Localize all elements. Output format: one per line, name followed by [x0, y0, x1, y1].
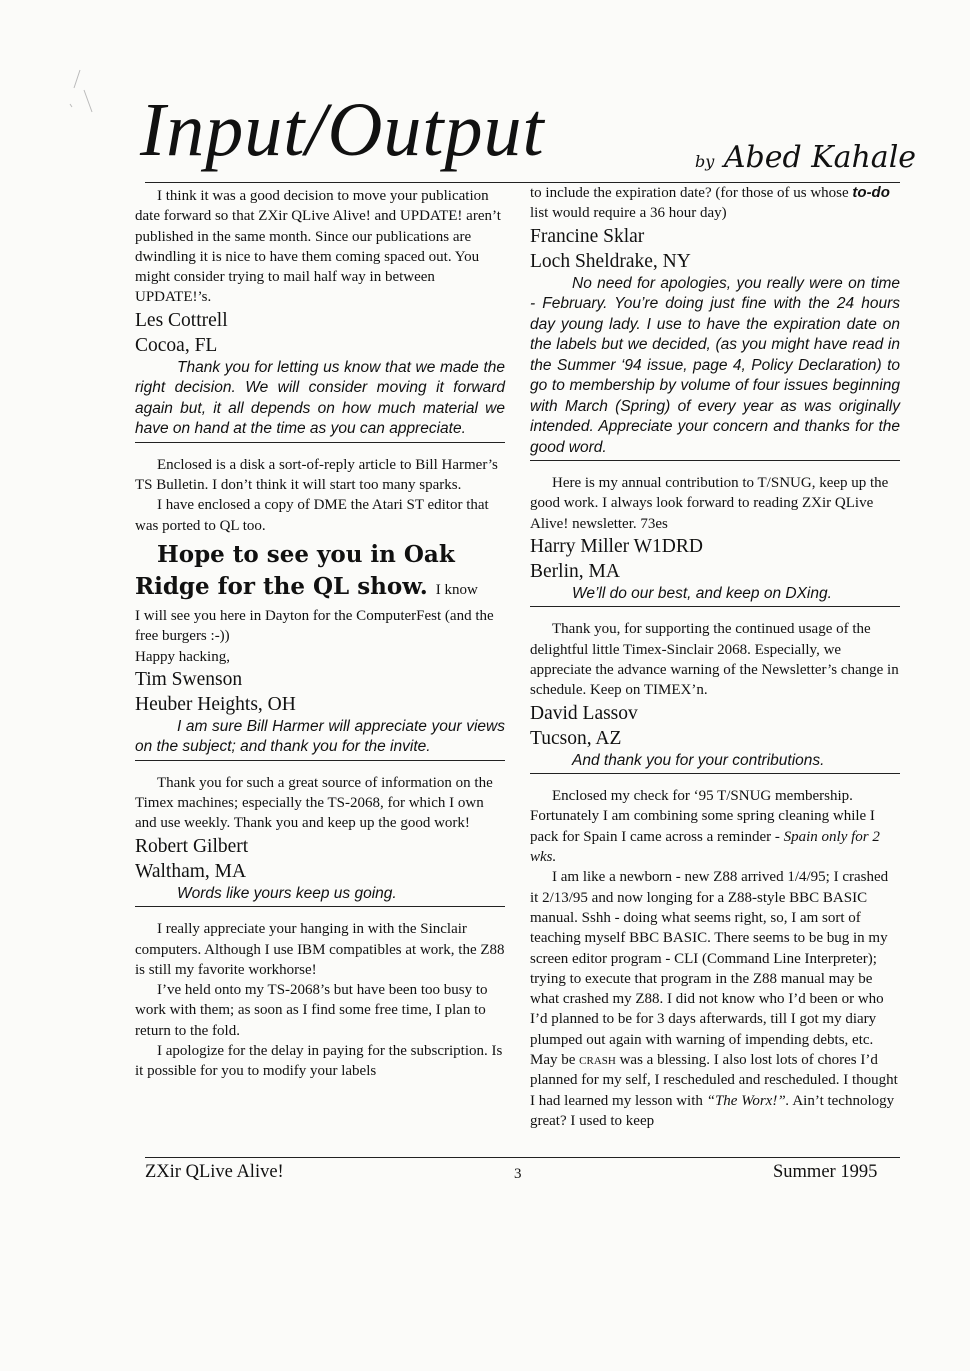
letter-location: Tucson, AZ [530, 727, 622, 749]
byline-signature: Abed Kahale [723, 140, 917, 175]
byline-prefix: by [695, 152, 715, 171]
emphasis-text: Spain only for 2 wks. [530, 828, 880, 866]
letter-fragment: Ain’t technology great? I used to keep [530, 1092, 895, 1129]
letter-divider [135, 760, 505, 761]
emphasis-text: “The Worx!”. [706, 1092, 790, 1109]
letter-fragment: Enclosed my check for ‘95 T/SNUG membership. Fortunately I am combining some spring cleaning while I pack for Spain I came across a reminder - [530, 788, 875, 845]
letter-location: Loch Sheldrake, NY [530, 250, 691, 272]
footer-publication: ZXir QLive Alive! [145, 1162, 284, 1182]
letter-divider [530, 773, 900, 774]
letter-fragment: was a blessing. I also lost lots of chores I’d planned for my self, I rescheduled and rescheduled. I thought I had learned my lesson with [530, 1052, 898, 1109]
letter-location: Cocoa, FL [135, 334, 218, 356]
letter-text: I will see you here in Dayton for the ComputerFest (and the free burgers :-)) [135, 607, 494, 645]
letter-text: I really appreciate your hanging in with the Sinclair computers. Although I use IBM compatibles at work, the Z88 is still my favorite workhorse! [135, 921, 505, 978]
letter-divider [530, 606, 900, 607]
letter-divider [530, 460, 900, 461]
byline [695, 140, 916, 175]
highlight-text [135, 539, 505, 606]
letter-author: Harry Miller W1DRD [530, 535, 703, 557]
letter-text: Enclosed is a disk a sort-of-reply article to Bill Harmer’s TS Bulletin. I don’t think it will start too many sparks. [135, 456, 498, 494]
footer-issue: Summer 1995 [773, 1162, 878, 1182]
left-column [135, 186, 505, 1082]
letter-divider [135, 906, 505, 907]
editor-reply: Words like yours keep us going. [177, 884, 397, 902]
footer-rule [145, 1157, 900, 1158]
right-column [530, 183, 900, 1131]
letter-text: I apologize for the delay in paying for the subscription. Is it possible for you to modify your labels [135, 1043, 503, 1080]
letter-text: Thank you, for supporting the continued usage of the delightful little Timex-Sinclair 2068. Especially, we appreciate the advance warning of the Newsletter’s change in schedule. Keep on TIMEX’n. [530, 621, 899, 699]
pencil-mark [40, 60, 110, 120]
editor-reply: We’ll do our best, and keep on DXing. [572, 584, 832, 602]
letter-text: I have enclosed a copy of DME the Atari ST editor that was ported to QL too. [135, 497, 489, 534]
page-number: 3 [514, 1166, 522, 1182]
letter-fragment: I am like a newborn - new Z88 arrived 1/4/95; I crashed it 2/13/95 and now longing for a Z88-style BBC BASIC manual. Sshh - doing what seems right, so, I am sort of teaching myself BBC BASIC. There seems to be bug in my screen editor program - CLI (Command Line Interpreter); trying to execute that program in the Z88 manual may be what crashed my Z88. I did not know who I’d been or who I’d planned to be for 3 days afterwards, till I got my diary plumped out again with warning of impending debts, etc. May be [530, 869, 889, 1069]
editor-reply: Thank you for letting us know that we made the right decision. We will consider moving it forward again but, it all depends on how much material we have on hand at the time as you can appreciate. [135, 358, 505, 438]
letter-author: Tim Swenson [135, 668, 243, 690]
letter-author: Francine Sklar [530, 225, 645, 247]
letter-author: Les Cottrell [135, 309, 228, 331]
editor-reply: And thank you for your contributions. [572, 751, 825, 769]
highlight-headline: Hope to see you in Oak Ridge for the QL show. [135, 540, 455, 600]
letter-location: Berlin, MA [530, 560, 620, 582]
emphasis-text: to-do [852, 184, 890, 201]
letter-fragment: list would require a 36 hour day) [530, 205, 727, 222]
letter-text [530, 867, 900, 1131]
editor-reply: No need for apologies, you really were on time - February. You’re doing just fine with the 24 hours day young lady. I use to have the expiration date on the labels but we decided, (as you might have read in the Summer ‘94 issue, page 4, Policy Declaration) to go to membership by volume of four issues beginning with March (Spring) of every year as was originally intended. Appreciate your concern and thanks for the good word. [530, 274, 900, 456]
small-caps-text: crash [579, 1052, 616, 1069]
letter-text: I’ve held onto my TS-2068’s but have been too busy to work with them; as soon as I find some free time, I plan to return to the fold. [135, 982, 488, 1039]
letter-location: Waltham, MA [135, 860, 247, 882]
editor-reply: I am sure Bill Harmer will appreciate your views on the subject; and thank you for the invite. [135, 717, 505, 756]
letter-author: Robert Gilbert [135, 835, 249, 857]
page-title: Input/Output [140, 88, 545, 172]
letter-fragment: to include the expiration date? (for those of us whose [530, 185, 853, 201]
letter-author: David Lassov [530, 702, 638, 724]
letter-text: Thank you for such a great source of information on the Timex machines; especially the TS-2068, for which I own and use weekly. Thank you and keep up the good work! [135, 774, 493, 832]
highlight-trail: I know [435, 581, 478, 598]
letter-text: Here is my annual contribution to T/SNUG, keep up the good work. I always look forward to reading ZXir QLive Alive! newsletter. 73es [530, 475, 889, 532]
letter-divider [135, 442, 505, 443]
letter-text [530, 183, 900, 224]
letter-location: Heuber Heights, OH [135, 693, 296, 715]
letter-text: I think it was a good decision to move your publication date forward so that ZXir QLive Alive! and UPDATE! aren’t published in the same month. Since our publications are dwindling it is nice to have them coming spaced out. You might consider trying to mail half way in between UPDATE!’s. [135, 188, 501, 306]
letter-text [530, 786, 900, 867]
letter-text: Happy hacking, [135, 648, 230, 665]
